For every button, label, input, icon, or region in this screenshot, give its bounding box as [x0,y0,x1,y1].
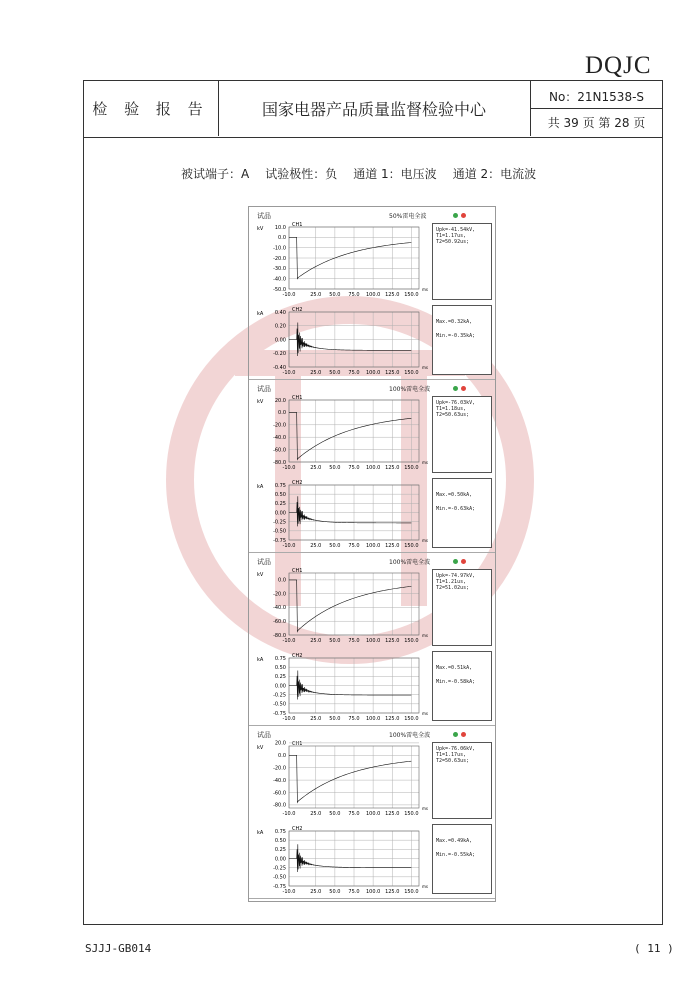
y-tick-label: -80.0 [273,459,286,466]
x-tick-label: 25.0 [310,638,322,644]
x-tick-label: 125.0 [385,370,400,376]
y-tick-label: -0.50 [273,528,286,535]
panel-mode: 100%雷电全波 [389,386,431,393]
channel-label: CH1 [292,741,303,747]
waveform-screenshots [248,206,496,902]
x-tick-label: 100.0 [365,543,381,549]
x-unit-label: ms [422,538,428,543]
readout-line: T1=1.21us, [436,579,467,585]
x-tick-label: 75.0 [348,370,360,376]
y-tick-label: -50.0 [273,286,286,293]
readout-line: Upk=-76.03kV, [436,400,476,406]
y-tick-label: -0.20 [273,351,286,358]
x-tick-label: -10.0 [282,811,296,817]
x-tick-label: 75.0 [348,292,360,298]
readout-line: Upk=-74.97kV, [436,573,476,579]
test-polarity: 试验极性：负 [265,167,338,181]
voltage-readout [432,742,492,819]
x-tick-label: 100.0 [365,889,381,895]
x-unit-label: ms [422,460,428,465]
voltage-trace [289,412,411,459]
axis-unit: kV [257,572,264,578]
readout-line: T2=51.02us; [436,585,470,591]
x-tick-label: 150.0 [404,716,419,722]
readout-line: Upk=-76.06kV, [436,746,476,752]
x-tick-label: 50.0 [329,716,341,722]
y-tick-label: -0.50 [273,874,286,881]
waveform-plots [249,726,429,899]
readout-line: Min.=-0.55kA; [436,852,476,858]
voltage-readout [432,396,492,473]
x-tick-label: 75.0 [348,638,360,644]
y-tick-label: -20.0 [273,255,286,262]
y-tick-label: -40.0 [273,435,286,441]
y-tick-label: -0.75 [273,537,286,544]
y-tick-label: -0.25 [273,865,286,872]
readout-line: T1=1.17us, [436,233,467,239]
x-tick-label: 150.0 [404,543,419,549]
y-tick-label: -80.0 [273,632,286,639]
y-tick-label: 0.75 [274,655,286,662]
x-tick-label: 100.0 [365,370,381,376]
green-indicator-icon [453,559,458,564]
channel-label: CH1 [292,222,303,228]
axis-unit: kA [257,484,264,490]
readout-line: Upk=-41.54kV, [436,227,476,233]
x-tick-label: 50.0 [329,465,341,471]
organization-name: 国家电器产品质量监督检验中心 [261,99,486,119]
x-tick-label: 25.0 [310,543,322,549]
red-indicator-icon [461,559,466,564]
x-tick-label: -10.0 [282,292,296,298]
panel-mode: 100%雷电全波 [389,559,431,566]
x-unit-label: ms [422,711,428,716]
x-tick-label: 125.0 [385,811,400,817]
axis-unit: kV [257,399,264,405]
y-tick-label: 0.75 [274,482,286,489]
y-tick-label: 0.25 [274,501,286,508]
green-indicator-icon [453,213,458,218]
x-tick-label: -10.0 [282,638,296,644]
readout-line: Max.=0.49kA, [436,838,473,844]
x-tick-label: 100.0 [365,811,381,817]
x-tick-label: -10.0 [282,889,296,895]
channel-1: 通道 1：电压波 [353,167,437,181]
readout-line: T1=1.17us, [436,752,467,758]
x-tick-label: 150.0 [404,889,419,895]
red-indicator-icon [461,213,466,218]
readout-line: T2=50.92us; [436,239,470,245]
channel-label: CH1 [292,395,303,401]
y-tick-label: -0.75 [273,710,286,717]
test-terminal: 被试端子：A [181,167,250,181]
y-tick-label: -20.0 [273,422,286,429]
axis-unit: kV [257,745,264,751]
readout-line: T1=1.18us, [436,406,467,412]
y-tick-label: 0.00 [274,510,286,517]
x-tick-label: 125.0 [385,889,400,895]
waveform-plots [249,207,429,380]
red-indicator-icon [461,386,466,391]
readout-line: Max.=0.50kA, [436,492,473,498]
y-tick-label: 0.25 [274,847,286,854]
y-tick-label: 0.40 [274,309,286,316]
test-info-line [181,165,536,182]
y-tick-label: -30.0 [273,266,286,273]
x-tick-label: 100.0 [365,716,381,722]
axis-unit: kA [257,311,264,317]
dqjc-logo: DQJC [585,52,652,79]
x-tick-label: -10.0 [282,716,296,722]
channel-label: CH2 [292,826,303,832]
panel-title: 试品 [257,212,271,220]
x-tick-label: 75.0 [348,889,360,895]
y-tick-label: 0.50 [274,491,286,498]
y-tick-label: -60.0 [273,619,286,626]
panel-mode: 100%雷电全波 [389,732,431,739]
readout-line: T2=50.63us; [436,758,470,764]
waveform-plots [249,553,429,726]
y-tick-label: 0.00 [274,337,286,344]
x-tick-label: 125.0 [385,543,400,549]
channel-label: CH2 [292,307,303,313]
x-tick-label: 50.0 [329,370,341,376]
current-trace [289,671,411,700]
x-unit-label: ms [422,884,428,889]
y-tick-label: -0.40 [273,364,286,371]
y-tick-label: 0.00 [274,856,286,863]
y-tick-label: -0.50 [273,701,286,708]
x-tick-label: 150.0 [404,370,419,376]
readout-line: Max.=0.51kA, [436,665,473,671]
y-tick-label: -0.25 [273,519,286,526]
y-tick-label: 0.20 [274,323,286,330]
voltage-trace [289,755,411,802]
y-tick-label: 10.0 [274,224,286,231]
voltage-readout [432,223,492,300]
panel-mode: 50%雷电全波 [389,213,427,220]
x-unit-label: ms [422,806,428,811]
y-tick-label: 0.75 [274,828,286,835]
x-tick-label: 125.0 [385,716,400,722]
waveform-panel [249,726,495,899]
x-tick-label: 125.0 [385,292,400,298]
y-tick-label: 0.0 [278,577,286,584]
x-unit-label: ms [422,633,428,638]
x-tick-label: 100.0 [365,465,381,471]
waveform-panel [249,553,495,726]
y-tick-label: 0.0 [278,410,286,417]
y-tick-label: 0.0 [278,753,286,760]
y-tick-label: -20.0 [273,591,286,598]
x-tick-label: 75.0 [348,716,360,722]
voltage-readout [432,569,492,646]
x-tick-label: 50.0 [329,889,341,895]
y-tick-label: -80.0 [273,802,286,809]
x-tick-label: 25.0 [310,716,322,722]
x-tick-label: 150.0 [404,811,419,817]
readout-line: Min.=-0.58kA; [436,679,476,685]
x-tick-label: -10.0 [282,543,296,549]
x-tick-label: 75.0 [348,811,360,817]
panel-title: 试品 [257,731,271,739]
x-tick-label: 25.0 [310,465,322,471]
channel-2: 通道 2：电流波 [452,167,537,181]
y-tick-label: -60.0 [273,447,286,454]
x-unit-label: ms [422,287,428,292]
x-tick-label: 150.0 [404,292,419,298]
y-tick-label: 0.00 [274,683,286,690]
x-tick-label: 25.0 [310,811,322,817]
red-indicator-icon [461,732,466,737]
y-tick-label: -40.0 [273,276,286,283]
x-tick-label: 75.0 [348,543,360,549]
page-count: 共 39 页 第 28 页 [547,115,646,130]
footer-page-number: ( 11 ) [634,942,674,955]
y-tick-label: -10.0 [273,245,286,252]
green-indicator-icon [453,732,458,737]
x-tick-label: 25.0 [310,370,322,376]
x-tick-label: 25.0 [310,889,322,895]
channel-label: CH2 [292,480,303,486]
current-readout [432,478,492,548]
x-tick-label: 50.0 [329,292,341,298]
report-header [83,80,663,138]
waveform-panel [249,380,495,553]
x-tick-label: 50.0 [329,811,341,817]
x-tick-label: -10.0 [282,370,296,376]
x-tick-label: 25.0 [310,292,322,298]
current-readout [432,824,492,894]
panel-title: 试品 [257,558,271,566]
x-tick-label: 50.0 [329,638,341,644]
current-readout [432,305,492,375]
y-tick-label: -40.0 [273,777,286,784]
channel-label: CH2 [292,653,303,659]
y-tick-label: -20.0 [273,765,286,772]
y-tick-label: -0.75 [273,883,286,890]
report-number: No：21N1538-S [548,89,645,104]
y-tick-label: 0.50 [274,664,286,671]
y-tick-label: 20.0 [274,740,286,747]
readout-line: Min.=-0.35kA; [436,333,476,339]
x-tick-label: 75.0 [348,465,360,471]
x-tick-label: 125.0 [385,638,400,644]
waveform-plots [249,380,429,553]
x-tick-label: 100.0 [365,292,381,298]
axis-unit: kV [257,226,264,232]
y-tick-label: -40.0 [273,605,286,612]
voltage-trace [289,580,411,632]
y-tick-label: 0.50 [274,837,286,844]
footer-code: SJJJ-GB014 [85,942,152,955]
y-tick-label: 20.0 [274,397,286,404]
axis-unit: kA [257,657,264,663]
readout-line: Max.=0.32kA, [436,319,473,325]
channel-label: CH1 [292,568,303,574]
y-tick-label: 0.0 [278,235,286,242]
axis-unit: kA [257,830,264,836]
x-tick-label: 150.0 [404,638,419,644]
x-tick-label: 125.0 [385,465,400,471]
readout-line: Min.=-0.63kA; [436,506,476,512]
x-tick-label: -10.0 [282,465,296,471]
panel-title: 试品 [257,385,271,393]
y-tick-label: 0.25 [274,674,286,681]
x-tick-label: 50.0 [329,543,341,549]
waveform-panel [249,207,495,380]
x-unit-label: ms [422,365,428,370]
current-readout [432,651,492,721]
x-tick-label: 100.0 [365,638,381,644]
report-label: 检 验 报 告 [92,99,209,118]
readout-line: T2=50.63us; [436,412,470,418]
y-tick-label: -0.25 [273,692,286,699]
green-indicator-icon [453,386,458,391]
x-tick-label: 150.0 [404,465,419,471]
y-tick-label: -60.0 [273,790,286,797]
